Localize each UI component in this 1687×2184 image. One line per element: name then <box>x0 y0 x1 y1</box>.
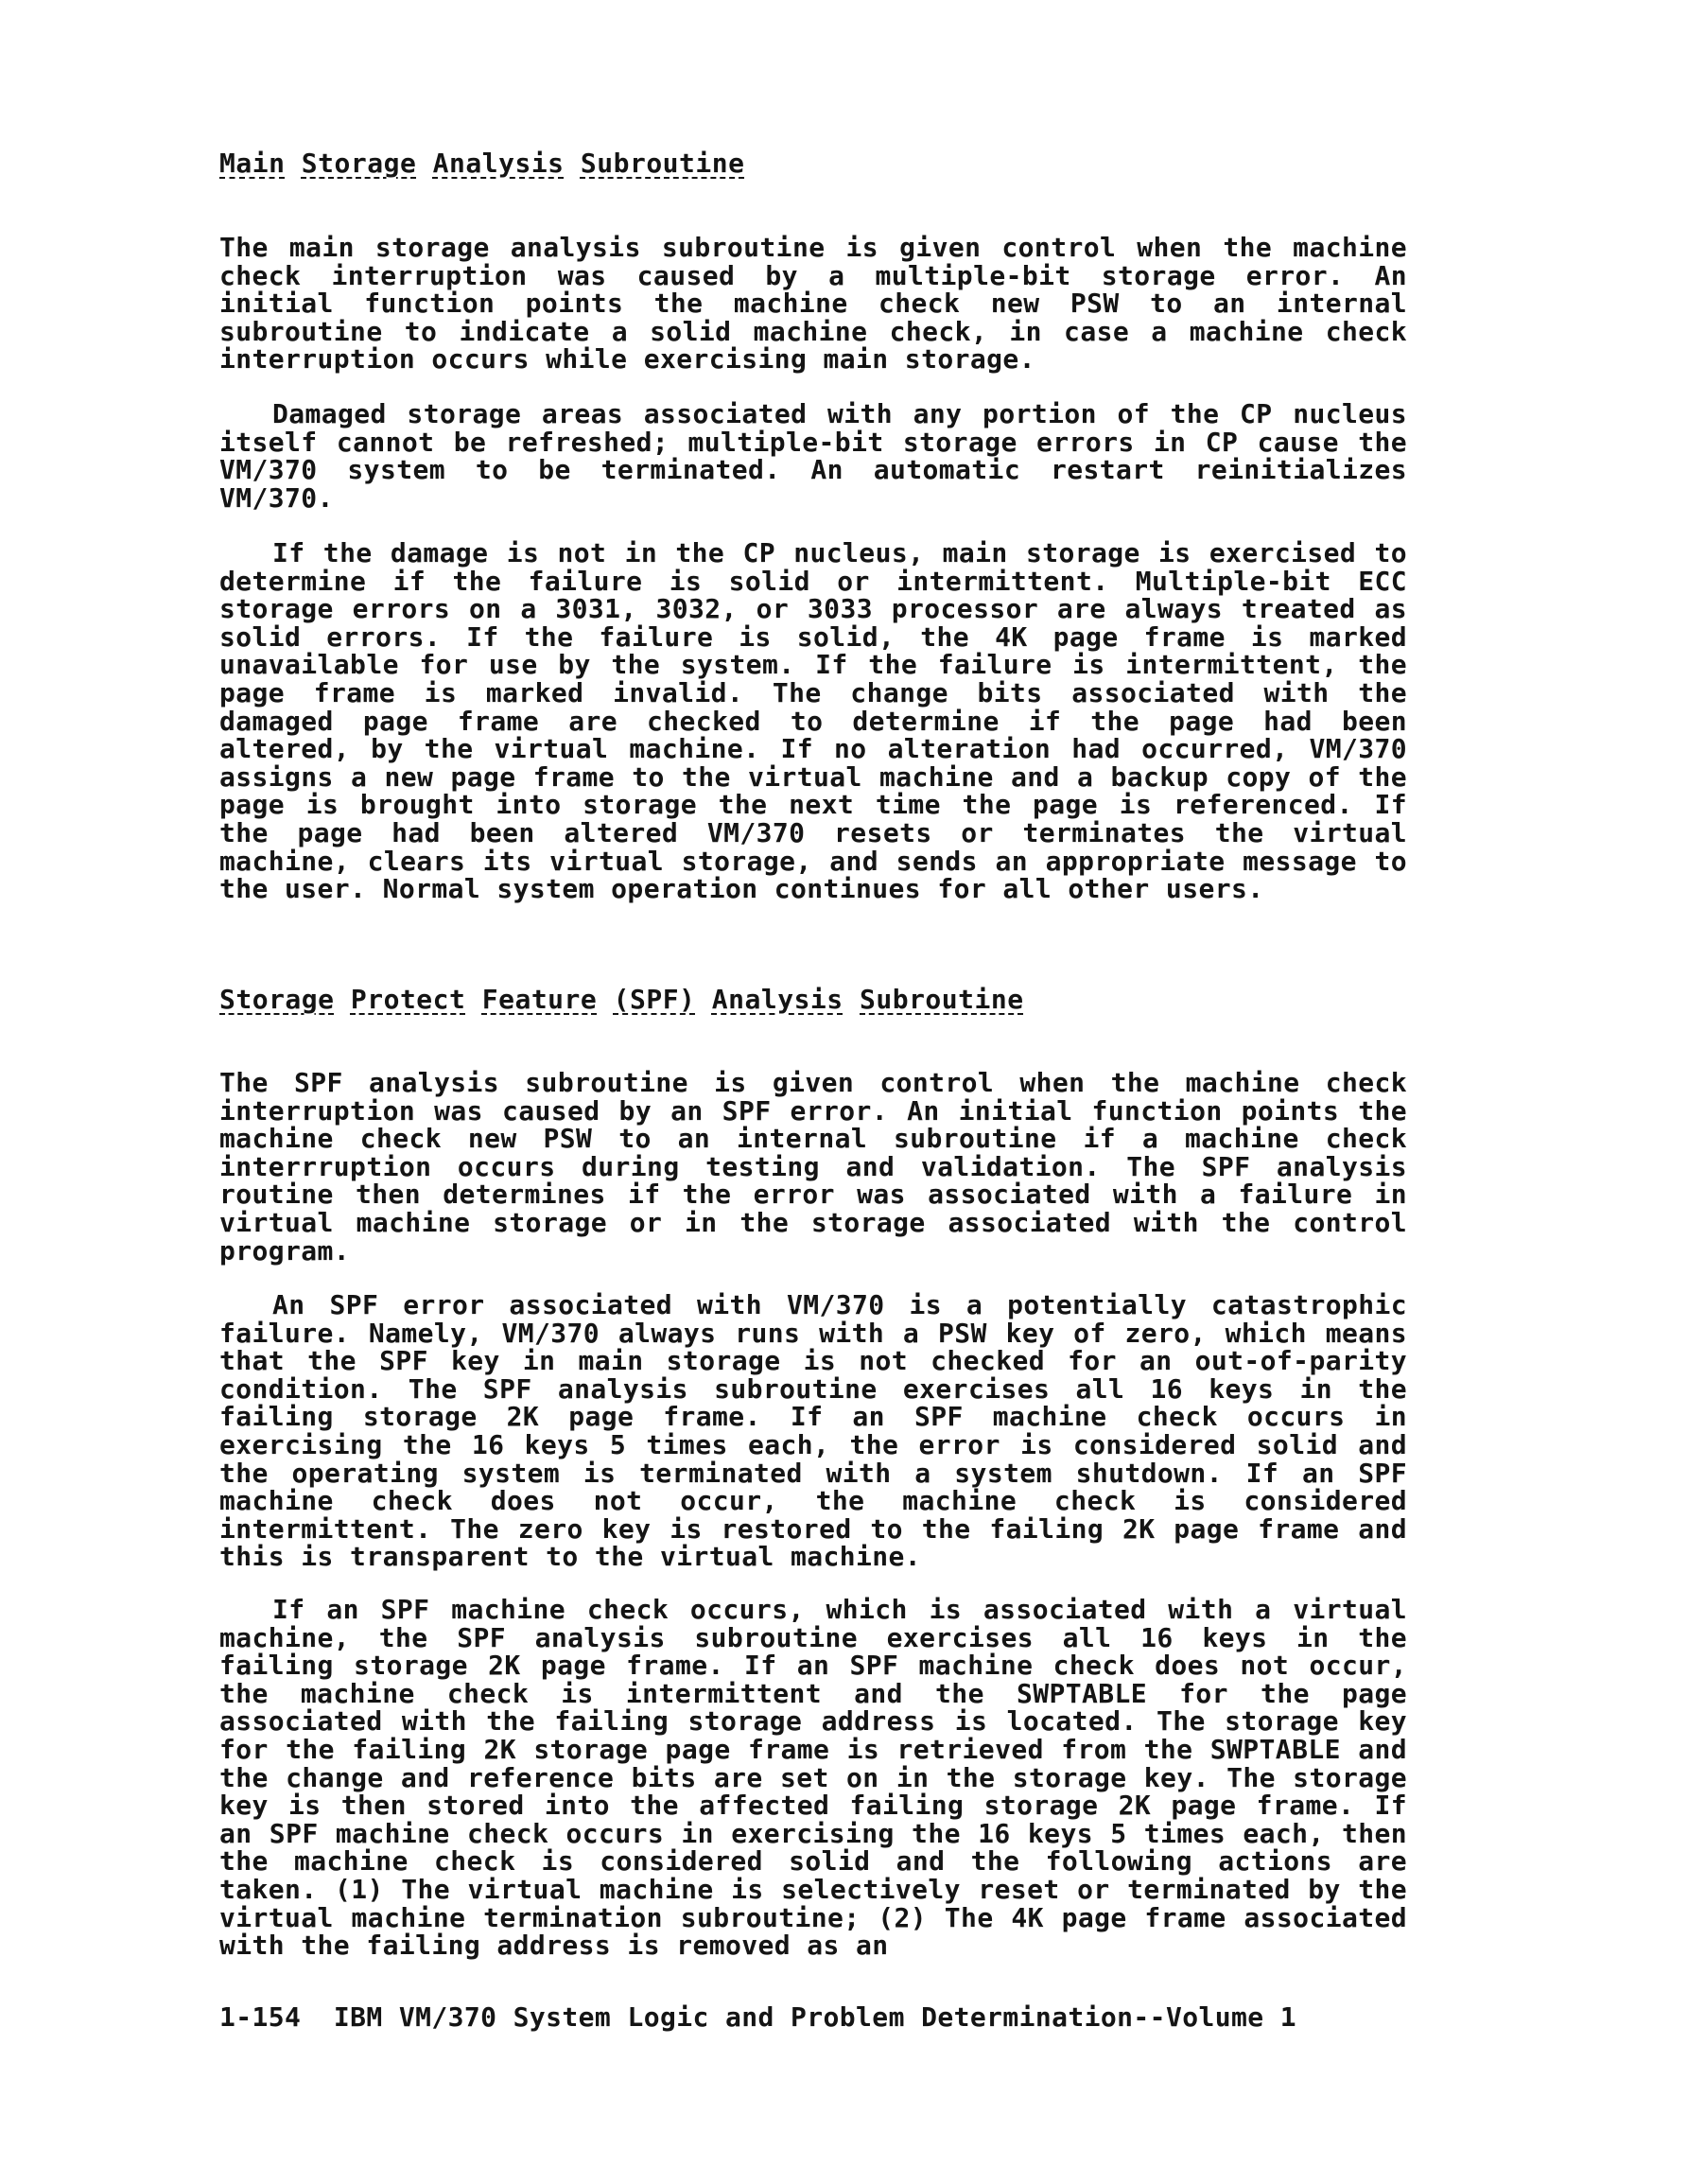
page-footer <box>219 2003 1296 2032</box>
heading-word: Analysis <box>432 148 565 179</box>
heading-word: Subroutine <box>580 148 745 179</box>
heading-word: (SPF) <box>613 984 696 1015</box>
paragraph: An SPF error associated with VM/370 is a potentially catastrophic failure. Namely, VM/370 always runs with a PSW key of zero, which means that the SPF key in main storage is not checked for an out-of-parity condition. The SPF analysis subroutine exercises all 16 keys in the failing storage 2K page frame. If an SPF machine check occurs in exercising the 16 keys 5 times each, the error is considered solid and the operating system is terminated with a system shutdown. If an SPF machine check does not occur, the machine check is considered intermittent. The zero key is restored to the failing 2K page frame and this is transparent to the virtual machine. <box>219 1289 1407 1573</box>
page-number: 1-154 <box>219 2001 302 2033</box>
heading-word: Storage <box>219 984 335 1015</box>
paragraph: If the damage is not in the CP nucleus, main storage is exercised to determine if the failure is solid or intermittent. Multiple-bit ECC storage errors on a 3031, 3032, or 3033 processor are always treated as solid errors. If the failure is solid, the 4K page frame is marked unavailable for use by the system. If the failure is intermittent, the page frame is marked invalid. The change bits associated with the damaged page frame are checked to determine if the page had been altered, by the virtual machine. If no alteration had occurred, VM/370 assigns a new page frame to the virtual machine and a backup copy of the page is brought into storage the next time the page is referenced. If the page had been altered VM/370 resets or terminates the virtual machine, clears its virtual storage, and sends an appropriate message to the user. Normal system operation continues for all other users. <box>219 537 1407 905</box>
heading-word: Feature <box>481 984 598 1015</box>
footer-title: IBM VM/370 System Logic and Problem Determination--Volume 1 <box>333 2001 1296 2033</box>
paragraph: The main storage analysis subroutine is given control when the machine check interruption was caused by a multiple-bit storage error. An initial function points the machine check new PSW to an internal subroutine to indicate a solid machine check, in case a machine check interruption occurs while exercising main storage. <box>219 232 1407 376</box>
heading-word: Analysis <box>711 984 844 1015</box>
paragraph: The SPF analysis subroutine is given control when the machine check interruption was caused by an SPF error. An initial function points the machine check new PSW to an internal subroutine if a machine check interrruption occurs during testing and validation. The SPF analysis routine then determines if the error was associated with a failure in virtual machine storage or in the storage associated with the control program. <box>219 1067 1407 1267</box>
heading-word: Storage <box>301 148 417 179</box>
heading-word: Main <box>219 148 286 179</box>
paragraph: Damaged storage areas associated with any portion of the CP nucleus itself cannot be refreshed; multiple-bit storage errors in CP cause the VM/370 system to be terminated. An automatic restart reinitializes VM/370. <box>219 398 1407 514</box>
heading-word: Protect <box>350 984 466 1015</box>
section-heading-main-storage <box>219 149 744 178</box>
section-heading-spf <box>219 986 1024 1014</box>
paragraph: If an SPF machine check occurs, which is associated with a virtual machine, the SPF analysis subroutine exercises all 16 keys in the failing storage 2K page frame. If an SPF machine check does not occur, the machine check is intermittent and the SWPTABLE for the page associated with the failing storage address is located. The storage key for the failing 2K storage page frame is retrieved from the SWPTABLE and the change and reference bits are set on in the storage key. The storage key is then stored into the affected failing storage 2K page frame. If an SPF machine check occurs in exercising the 16 keys 5 times each, then the machine check is considered solid and the following actions are taken. (1) The virtual machine is selectively reset or terminated by the virtual machine termination subroutine; (2) The 4K page frame associated with the failing address is removed as an <box>219 1594 1407 1962</box>
heading-word: Subroutine <box>860 984 1024 1015</box>
